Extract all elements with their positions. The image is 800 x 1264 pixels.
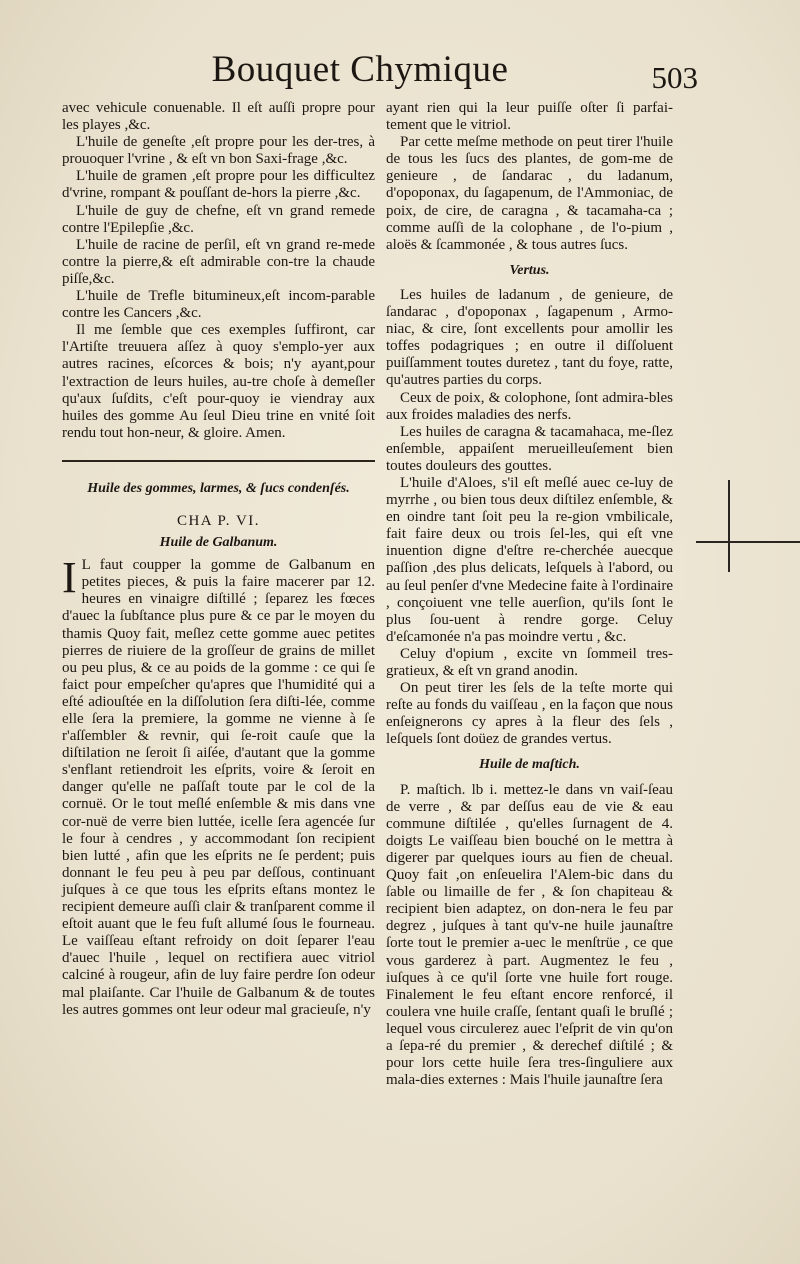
paragraph: On peut tirer les ſels de la teſte morte qui reſte au fonds du vaiſſeau , en la façon que nous enſeignerons cy apres à la fleur des ſels , leſquels ſont doüez de grandes vertus. bbox=[386, 680, 673, 748]
running-header bbox=[0, 44, 800, 94]
paragraph: Par cette meſme methode on peut tirer l'huile de tous les ſucs des plantes, de gom-me de genieure , de ſandarac , du ladanum, d'opoponax, du ſagapenum, de l'Ammoniac, de poix, de cire, de caragna , & tacamaha-ca ; comme auſſi de la colophane , de l'o-pium , aloës & ſcammonée , & tous autres ſucs. bbox=[386, 134, 673, 253]
chapter-body bbox=[62, 553, 375, 1019]
paragraph: Ceux de poix, & colophone, ſont admira-bles aux froides maladies des nerfs. bbox=[386, 389, 673, 423]
paragraph: P. maſtich. lb i. mettez-le dans vn vaiſ-ſeau de verre , & par deſſus eau de vie & eau commune diſtilée , qu'elles ſurnagent de 4. doigts Le vaiſſeau bien bouché on le mettra à digerer par quelques iours au fien de cheual. Quoy fait ,on enſeuelira l'Alem-bic dans du ſable ou limaille de fer , & ſon chapiteau & recipient bien adaptez, on don-nera le feu par degrez , juſques à tant qu'v-ne huile jaunaſtre ſorte tout le premier a-uec le menſtrüe , ce que vous garderez à part. Augmentez le feu , iuſques à ce qu'il ſorte vne huile fort rouge. Finalement le feu eſtant encore renforcé, il coulera vne huile craſſe, ſentant quaſi le bruſlé ; lequel vous circulerez auec l'eſprit de vin qu'on a ſepa-ré du premier , & derechef diſtilé ; & pour lors cette huile ſera tres-ſinguliere aux mala-dies externes : Mais l'huile jaunaſtre ſera bbox=[386, 781, 673, 1089]
paragraph: Les huiles de ladanum , de genieure, de ſandarac , d'opoponax , ſagapenum , Armo-niac, & cire, ſont excellents pour amollir les toffes podagriques ; en outre il diſſoluent puiſſamment toutes duretez , tant du foye, ratte, qu'autres parties du corps. bbox=[386, 286, 673, 389]
paragraph: L'huile d'Aloes, s'il eſt meſlé auec ce-luy de myrrhe , ou bien tous deux diſtilez enſemble, & en oindre tant ſoit peu la re-gion vmbilicale, fait faire deux ou trois ſel-les, qui eſt vne inuention digne d'eſtre re-cherchée auecque paſſion ,des plus delicats, leſquels à l'abord, ou au ſeul penſer d'vne Medecine faite à l'ordinaire , conçoiuent vne telle auerſion, qu'ils ſont le plus ſou-uent à rendre gorge. Celuy d'eſcamonée n'a pas moindre vertu , &c. bbox=[386, 474, 673, 645]
section-rule bbox=[62, 460, 375, 462]
page-title: Bouquet Chymique bbox=[211, 49, 509, 90]
left-column bbox=[62, 100, 375, 1019]
drop-cap: I bbox=[62, 553, 77, 603]
section-title: Huile des gommes, larmes, & ſucs condenſés. bbox=[87, 480, 350, 496]
page-number: 503 bbox=[651, 60, 698, 95]
chapter-subtitle: Huile de Galbanum. bbox=[159, 535, 278, 551]
paragraph: Les huiles de caragna & tacamahaca, me-ſlez enſemble, appaiſent merueilleuſement bien toutes douleurs des gouttes. bbox=[386, 423, 673, 474]
paragraph: Celuy d'opium , excite vn ſommeil tres-gratieux, & eſt vn grand anodin. bbox=[386, 645, 673, 679]
right-column bbox=[386, 100, 673, 1089]
paragraph: L'huile de racine de perſil, eſt vn grand re-mede contre la pierre,& eſt admirable con-tre la chaude piſſe,&c. bbox=[62, 236, 375, 287]
chapter-body-text: L faut coupper la gomme de Galbanum en petites pieces, & puis la faire macerer par 12. heures en vinaigre diſtillé ; ſeparez les fœces d'auec la ſubſtance plus pure & ce par le moyen du thamis Quoy fait, meſlez cette gomme auec petites pierres de riuiere de la groſſeur de grains de millet ou peu plus, & ce au poids de la gomme : ce qui ſe faict pour empeſcher qu'apres que l'humidité qui a eſté adiouſtée en la diſſolution ſera diſti-lée, comme elle ſera la premiere, la gomme ne vienne à ſe r'aſſembler & revnir, qui ſe-roit cauſe que la diſtilation ne ſeroit ſi aiſée, d'autant que la gomme s'enflant retiendroit les eſprits, voire & ſeroit en danger qu'elle ne paſſaſt toute par le col de la cornuë. Or le tout meſlé enſemble & mis dans vne cor-nuë de verre bien luttée, icelle ſera agencée ſur le four à cendres , y accommodant ſon recipient bien lutté , afin que les eſprits ne ſe perdent; puis donnant le feu peu à peu par deſſous, continuant juſques à ce que tous les eſprits eſtans montez le recipient demeure auſſi clair & tranſparent comme il eſtoit auant que le feu fuſt allumé ſous le fourneau. Le vaiſſeau eſtant refroidy on doit ſeparer l'eau d'auec l'huile , lequel on rectifiera auec vitriol calciné à rougeur, afin de luy faire perdre ſon odeur mal plaiſante. Car l'huile de Galbanum & de toutes les autres gommes ont leur odeur mal gracieuſe, n'y bbox=[62, 557, 375, 1018]
paragraph: L'huile de guy de chefne, eſt vn grand remede contre l'Epilepſie ,&c. bbox=[62, 202, 375, 236]
margin-cross-mark-vertical bbox=[728, 480, 730, 572]
chapter-heading: CHA P. VI. bbox=[176, 512, 261, 529]
paragraph: L'huile de Trefle bitumineux,eſt incom-parable contre les Cancers ,&c. bbox=[62, 288, 375, 322]
paragraph: avec vehicule conuenable. Il eſt auſſi propre pour les playes ,&c. bbox=[62, 100, 375, 134]
vertus-heading: Vertus. bbox=[509, 262, 550, 278]
paragraph: Il me ſemble que ces exemples ſuffiront, car l'Artiſte treuuera aſſez à quoy s'emplo-yer aux autres racines, eſcorces & bois; n'y ayant,pour l'extraction de leurs huiles, au-tre choſe à demeſler qu'aux ſuſdits, c'eſt pour-quoy ie viendray aux huiles des gomme Au ſeul Dieu trine en vnité ſoit rendu tout hon-neur, & gloire. Amen. bbox=[62, 322, 375, 441]
paragraph: L'huile de geneſte ,eſt propre pour les der-tres, à prouoquer l'vrine , & eſt vn bon Saxi-frage ,&c. bbox=[62, 134, 375, 168]
mastich-heading: Huile de maſtich. bbox=[479, 757, 580, 773]
margin-cross-mark bbox=[696, 541, 800, 543]
paragraph: ayant rien qui la leur puiſſe oſter ſi parfai-tement que le vitriol. bbox=[386, 100, 673, 134]
paragraph: L'huile de gramen ,eſt propre pour les difficultez d'vrine, rompant & pouſſant de-hors la pierre ,&c. bbox=[62, 168, 375, 202]
